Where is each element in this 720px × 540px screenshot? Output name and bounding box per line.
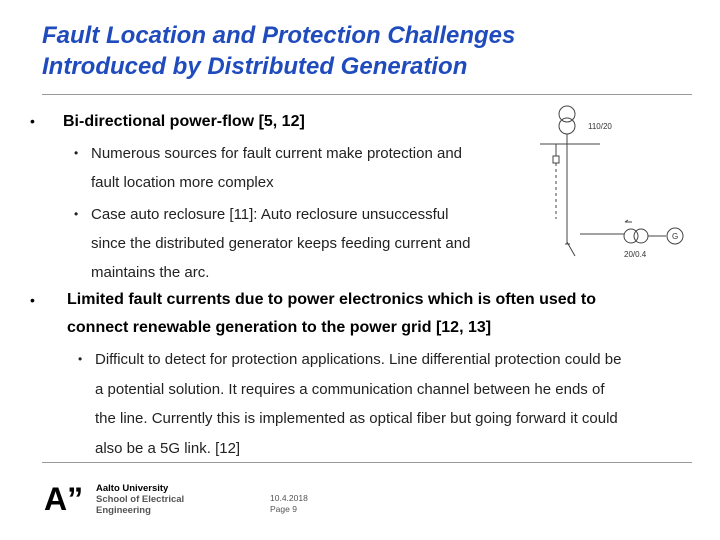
- transformer-bottom-circle: [559, 118, 575, 134]
- school-name-line2: Engineering: [96, 505, 151, 516]
- aalto-logo: [44, 482, 90, 514]
- page-number: Page 9: [270, 504, 297, 514]
- bullet-bidirectional: Bi-directional power-flow [5, 12]: [63, 113, 305, 130]
- university-name: Aalto University: [96, 483, 169, 494]
- footer-divider: [42, 462, 692, 463]
- bullet-limited-currents-line2: connect renewable generation to the power grid [12, 13]: [67, 319, 492, 336]
- transformer-label: 110/20: [588, 122, 612, 131]
- bullet-limited-currents-line1: Limited fault currents due to power electronics which is often used to: [67, 291, 596, 308]
- footer-meta: [270, 493, 308, 515]
- generator-symbol: G: [672, 232, 679, 241]
- sub-bullet-detect-line4: also be a 5G link. [12]: [95, 440, 241, 457]
- slide-title: Fault Location and Protection Challenges Introduced by Distributed Generation: [42, 22, 516, 80]
- sub-bullet-detect-line1: Difficult to detect for protection applications. Line differential protection could be: [95, 351, 622, 368]
- distribution-network-diagram: [520, 104, 700, 274]
- sub-bullet-detect-line3: the line. Currently this is implemented as optical fiber but going forward it could: [95, 410, 618, 427]
- bullet-dot: •: [30, 113, 35, 129]
- sub-bullet-reclosure-line1: Case auto reclosure [11]: Auto reclosure unsuccessful: [91, 206, 449, 223]
- sub-bullet-fault-sources-line2: fault location more complex: [91, 174, 274, 191]
- sub-bullet-fault-sources-line1: Numerous sources for fault current make protection and: [91, 145, 463, 162]
- school-name-line1: School of Electrical: [96, 494, 185, 505]
- title-divider: [42, 94, 692, 95]
- sub-bullet-detect-line2: a potential solution. It requires a communication channel between he ends of: [95, 381, 605, 398]
- bullet-dot: •: [30, 292, 35, 308]
- transformer-top-circle: [559, 106, 575, 122]
- institution-block: [96, 483, 184, 516]
- generator-transformer-right: [634, 229, 648, 243]
- sub-bullet-dot: •: [74, 207, 79, 221]
- sub-bullet-reclosure-line3: maintains the arc.: [91, 264, 210, 281]
- svg-text:A”: A”: [44, 482, 84, 514]
- breaker-symbol: [553, 156, 559, 163]
- sub-bullet-dot: •: [74, 146, 79, 160]
- generator-transformer-label: 20/0.4: [624, 250, 647, 259]
- slide-date: 10.4.2018: [270, 493, 308, 503]
- sub-bullet-reclosure-line2: since the distributed generator keeps feeding current and: [91, 235, 471, 252]
- sub-bullet-dot: •: [78, 352, 83, 366]
